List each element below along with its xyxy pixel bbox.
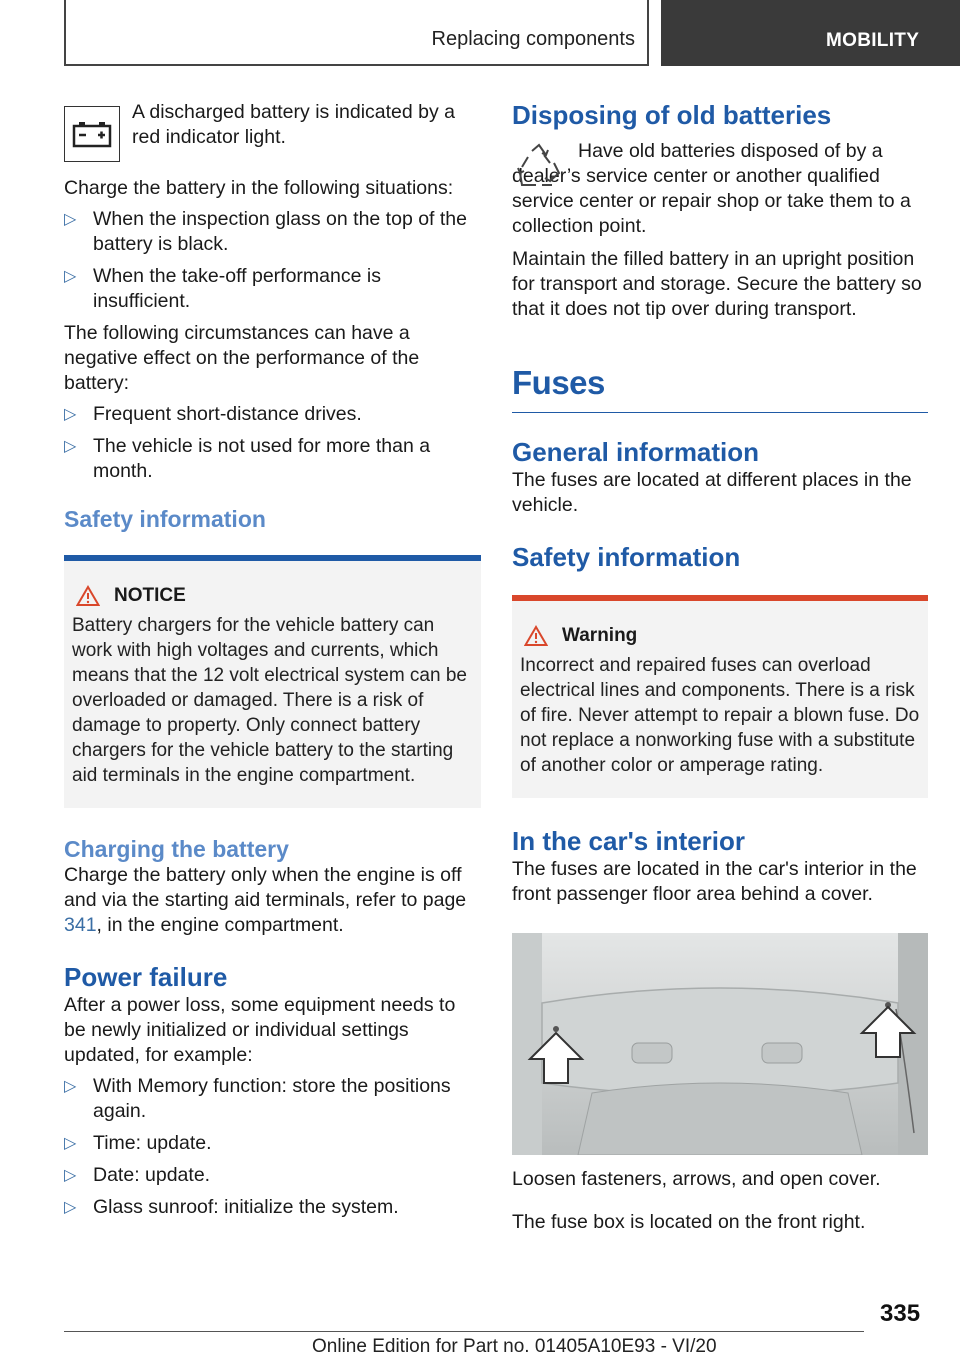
circumstances-intro: The following circumstances can have a negative effect on the performance of the battery: xyxy=(64,322,420,394)
recycle-icon xyxy=(514,141,564,191)
right-column xyxy=(512,100,928,1235)
disposing-text: Have old batteries disposed of by a dealer’s service center or another qualified service center or repair shop or take them to a collection point. xyxy=(512,140,911,237)
left-column xyxy=(64,100,481,1227)
warning-box xyxy=(512,595,928,798)
triangle-bullet-icon: ▷ xyxy=(64,1167,77,1184)
list-item: ▷ Date: update. xyxy=(64,1164,211,1186)
triangle-bullet-icon: ▷ xyxy=(64,1199,77,1216)
charging-text: Charge the battery only when the engine is off and via the starting aid terminals, refer to page 341, in the engine compartment. xyxy=(64,864,467,936)
list-item: ▷ Frequent short-distance drives. xyxy=(64,403,362,425)
footer-edition: Online Edition for Part no. 01405A10E93 - VI/20 xyxy=(312,1336,717,1357)
list-item: ▷ Glass sunroof: initialize the system. xyxy=(64,1196,399,1218)
general-info-text: The fuses are located at different places in the vehicle. xyxy=(512,469,912,516)
warning-triangle-icon xyxy=(76,585,100,607)
header-chapter-title: MOBILITY xyxy=(826,30,920,51)
fuses-rule xyxy=(512,412,928,413)
warning-text: Incorrect and repaired fuses can overload electrical lines and components. There is a risk of fire. Never attempt to repair a blown fuse. Do not replace a nonworking fuse with a substitute of another color or amperage rating. xyxy=(520,655,920,776)
battery-indicator-text: A discharged battery is indicated by a red indicator light. xyxy=(132,101,456,148)
list-item: ▷ With Memory function: store the positions again. xyxy=(64,1075,451,1122)
notice-box xyxy=(64,555,481,808)
charge-list xyxy=(64,207,481,314)
triangle-bullet-icon: ▷ xyxy=(64,268,77,285)
power-failure-heading: Power failure xyxy=(64,962,228,992)
fuse-cover-photo xyxy=(512,933,928,1155)
safety-heading-right: Safety information xyxy=(512,542,741,572)
fuses-heading: Fuses xyxy=(512,364,605,401)
interior-text: The fuses are located in the car's interior in the front passenger floor area behind a cover. xyxy=(512,858,917,905)
maintain-text: Maintain the filled battery in an upright position for transport and storage. Secure the battery so that it does not tip over during transport. xyxy=(512,248,922,320)
page-number: 335 xyxy=(880,1300,921,1327)
header-chapter-box xyxy=(661,0,960,66)
fuse-box-text: The fuse box is located on the front right. xyxy=(512,1211,866,1233)
safety-heading-left: Safety information xyxy=(64,506,266,532)
header-section-title: Replacing components xyxy=(431,28,635,50)
battery-icon xyxy=(64,106,120,162)
circumstances-list xyxy=(64,402,481,484)
footer-rule xyxy=(64,1331,864,1332)
warning-triangle-icon xyxy=(524,625,548,647)
list-item: ▷ The vehicle is not used for more than a month. xyxy=(64,435,431,482)
disposing-heading: Disposing of old batteries xyxy=(512,100,832,130)
power-failure-text: After a power loss, some equipment needs to be newly initialized or individual settings updated, for example: xyxy=(64,994,456,1066)
interior-heading: In the car's interior xyxy=(512,826,746,856)
header-section-box xyxy=(64,0,649,66)
triangle-bullet-icon: ▷ xyxy=(64,1078,77,1095)
triangle-bullet-icon: ▷ xyxy=(64,438,77,455)
triangle-bullet-icon: ▷ xyxy=(64,211,77,228)
general-info-heading: General information xyxy=(512,437,760,467)
triangle-bullet-icon: ▷ xyxy=(64,1135,77,1152)
charge-intro: Charge the battery in the following situations: xyxy=(64,177,454,199)
disposing-block xyxy=(512,139,928,239)
list-item: ▷ Time: update. xyxy=(64,1132,212,1154)
notice-text: Battery chargers for the vehicle battery can work with high voltages and currents, which means that the 12 volt electrical system can be overloaded or damaged. There is a risk of damage to property. Only connect battery chargers for the vehicle battery to the starting aid terminals in the engine compartment. xyxy=(72,615,467,786)
page-link[interactable]: 341 xyxy=(64,914,97,936)
list-item: ▷ When the inspection glass on the top of the battery is black. xyxy=(64,208,467,255)
photo-caption: Loosen fasteners, arrows, and open cover. xyxy=(512,1168,881,1190)
warning-title: Warning xyxy=(524,625,920,647)
charging-heading: Charging the battery xyxy=(64,836,289,862)
battery-indicator-row xyxy=(64,100,481,162)
power-failure-list xyxy=(64,1074,481,1220)
notice-title: NOTICE xyxy=(76,585,473,607)
list-item: ▷ When the take-off performance is insufficient. xyxy=(64,265,381,312)
triangle-bullet-icon: ▷ xyxy=(64,406,77,423)
